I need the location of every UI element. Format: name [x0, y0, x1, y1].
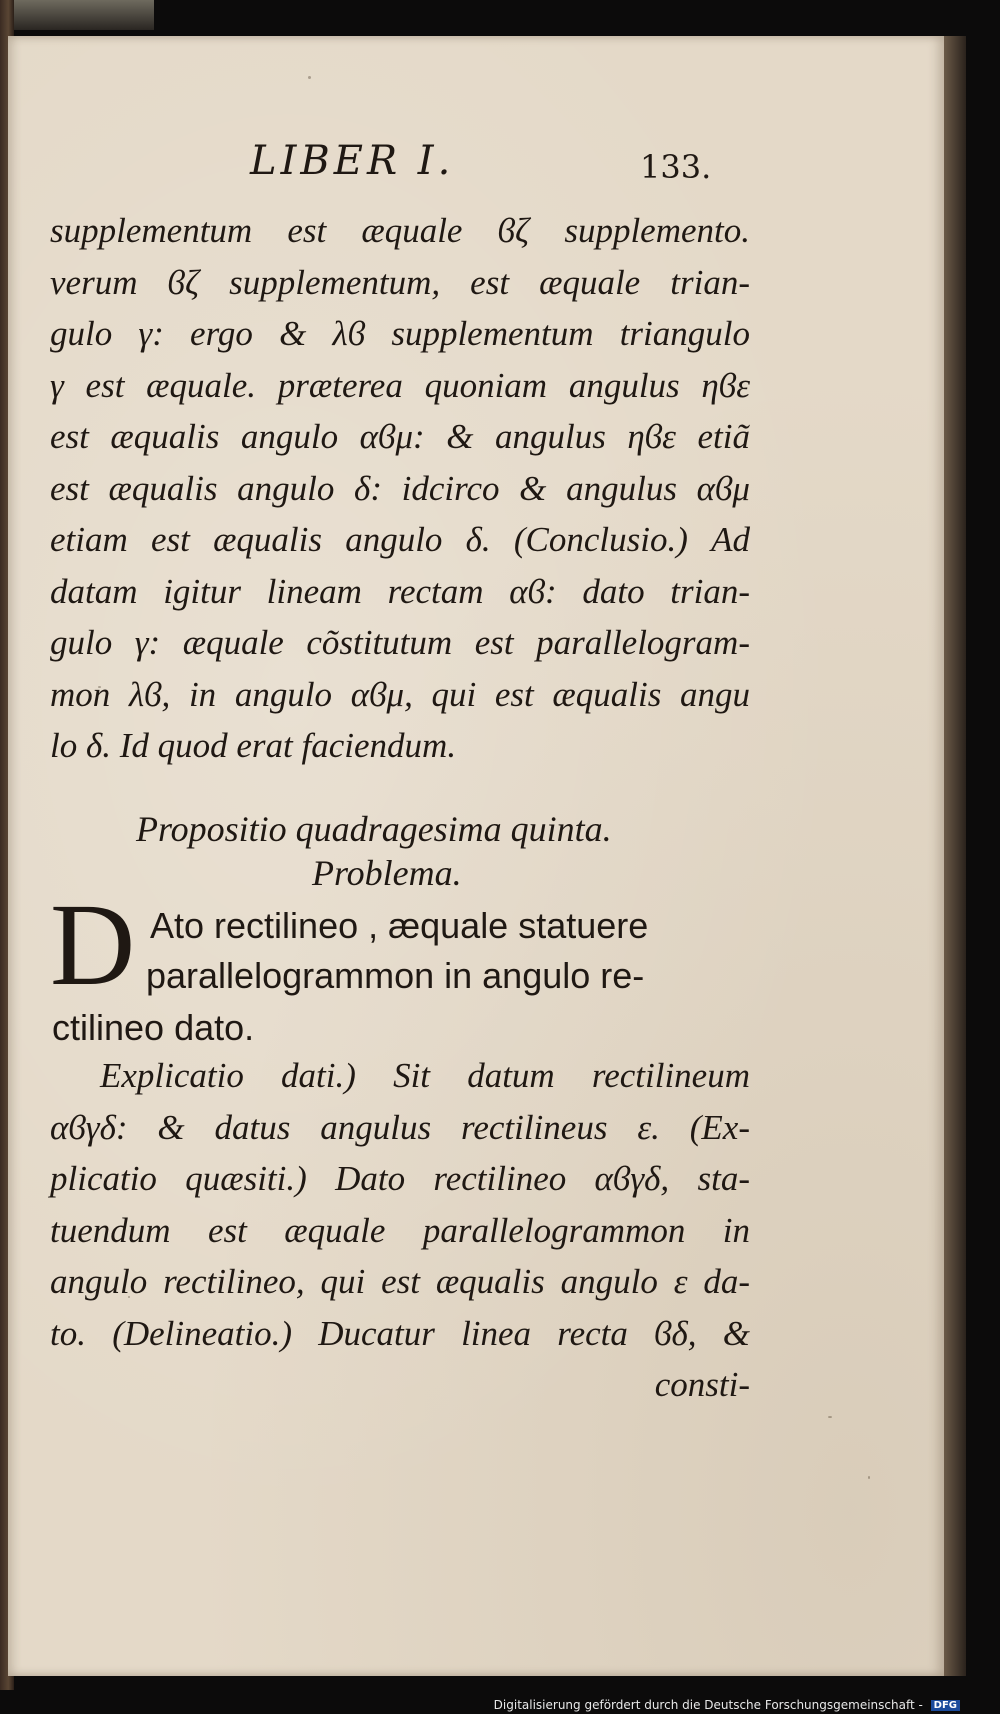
- text-line: angulo rectilineo, qui est æqualis angulo ε da-: [50, 1262, 750, 1301]
- text-line: tuendum est æquale parallelogrammon in: [50, 1210, 750, 1250]
- text-line: datam igitur lineam rectam αϐ: dato trian-: [50, 571, 750, 611]
- drop-cap: D: [50, 879, 136, 1010]
- credit-text: Digitalisierung gefördert durch die Deutsche Forschungsgemeinschaft -: [493, 1698, 923, 1712]
- page-number: 133.: [640, 148, 712, 186]
- enunciation: [50, 879, 750, 1055]
- catchword: consti-: [654, 1365, 750, 1404]
- enunciation-line: ctilineo dato.: [52, 1007, 255, 1048]
- paragraph-explicatio: [50, 1050, 750, 1411]
- proposition-title: Propositio quadragesima quinta.: [136, 809, 612, 849]
- dfg-logo: DFG: [931, 1700, 960, 1711]
- text-line: plicatio quæsiti.) Dato rectilineo αϐγδ, sta-: [50, 1159, 750, 1198]
- text-line: gulo γ: ergo & λϐ supplementum triangulo: [50, 314, 750, 353]
- text-line: est æqualis angulo αϐμ: & angulus ηϐε etiã: [50, 417, 750, 456]
- page-edge-shadow: [944, 36, 966, 1676]
- digitization-credit: [494, 1698, 960, 1712]
- text-line: etiam est æqualis angulo δ. (Conclusio.) Ad: [50, 520, 750, 559]
- running-head: LIBER I.: [250, 138, 455, 184]
- text-line: gulo γ: æquale cõstitutum est parallelogram-: [50, 623, 750, 662]
- text-line: αϐγδ: & datus angulus rectilineus ε. (Ex-: [50, 1107, 750, 1147]
- enunciation-line: parallelogrammon in angulo re-: [146, 955, 645, 996]
- text-line: supplementum est æquale ϐζ supplemento.: [50, 211, 750, 250]
- text-line: γ est æquale. præterea quoniam angulus ηϐε: [50, 365, 750, 405]
- proposition-subtitle: Problema.: [312, 853, 462, 893]
- text-line: to. (Delineatio.) Ducatur linea recta ϐδ, &: [50, 1313, 750, 1353]
- text-line: Explicatio dati.) Sit datum rectilineum: [100, 1056, 750, 1095]
- text-line: verum ϐζ supplementum, est æquale trian-: [50, 262, 750, 302]
- paragraph-conclusion-prop-44: [50, 205, 750, 772]
- text-line: est æqualis angulo δ: idcirco & angulus αϐμ: [50, 468, 750, 508]
- adjacent-page-edge: [14, 0, 154, 30]
- text-line: lo δ. Id quod erat faciendum.: [50, 726, 457, 765]
- text-line: mon λϐ, in angulo αϐμ, qui est æqualis angu: [50, 674, 750, 714]
- enunciation-line: Ato rectilineo , æquale statuere: [150, 905, 649, 946]
